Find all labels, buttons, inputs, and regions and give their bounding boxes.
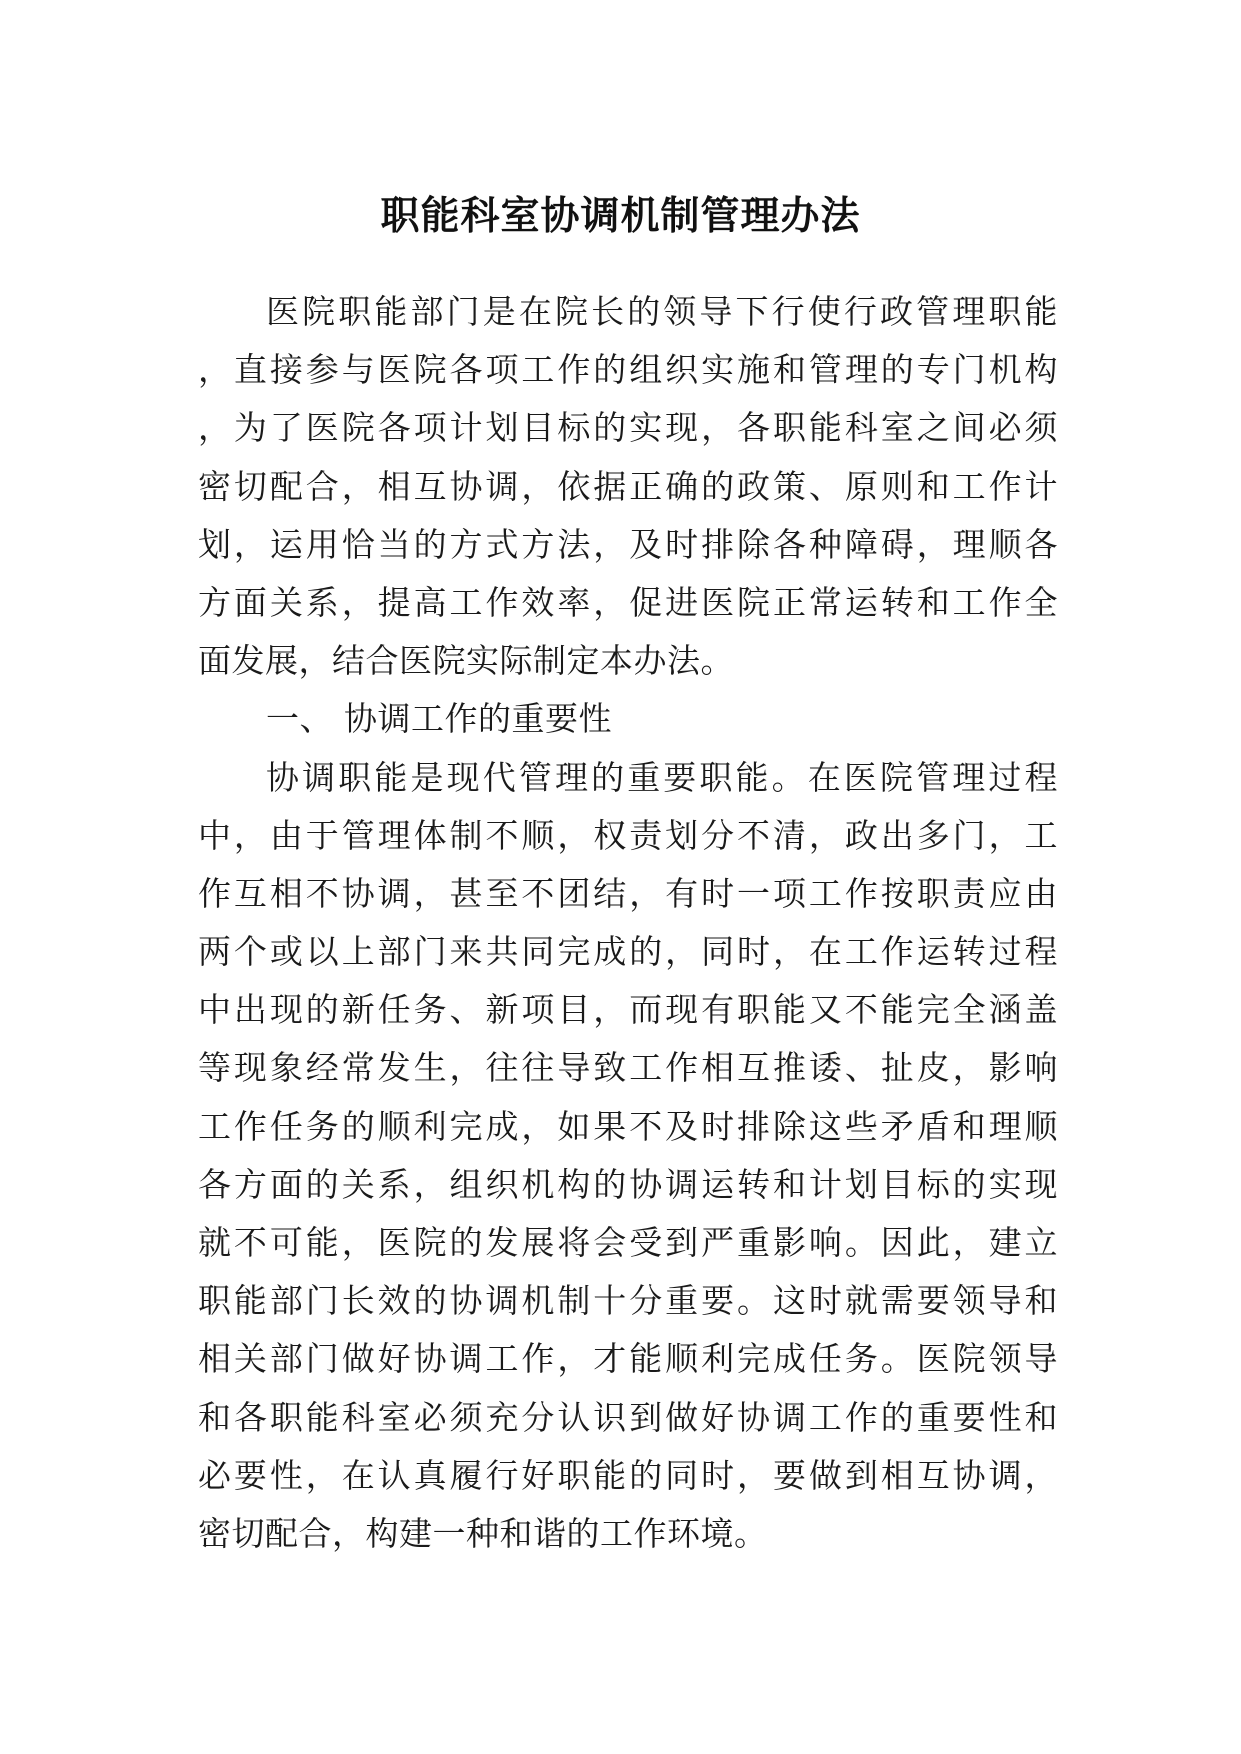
section-heading: 一、 协调工作的重要性 xyxy=(266,699,612,739)
body-text-line: 等现象经常发生，往往导致工作相互推诿、扯皮，影响 xyxy=(198,1048,1058,1088)
document-body xyxy=(198,283,1058,1563)
body-text-line: 必要性，在认真履行好职能的同时，要做到相互协调， xyxy=(198,1455,1058,1495)
body-text-line: 密切配合，相互协调，依据正确的政策、原则和工作计 xyxy=(198,466,1058,506)
body-text-line: 划，运用恰当的方式方法，及时排除各种障碍，理顺各 xyxy=(198,524,1058,564)
body-text-line: 就不可能，医院的发展将会受到严重影响。因此，建立 xyxy=(198,1223,1058,1262)
body-text-line: 两个或以上部门来共同完成的，同时，在工作运转过程 xyxy=(198,932,1058,972)
body-text-line: ，直接参与医院各项工作的组织实施和管理的专门机构 xyxy=(198,350,1058,390)
body-text-line: 和各职能科室必须充分认识到做好协调工作的重要性和 xyxy=(198,1397,1058,1437)
body-text-line: 中出现的新任务、新项目，而现有职能又不能完全涵盖 xyxy=(198,990,1058,1030)
body-text-line: 密切配合，构建一种和谐的工作环境。 xyxy=(198,1513,768,1553)
body-text-line: 面发展，结合医院实际制定本办法。 xyxy=(198,641,734,681)
body-text-line: 方面关系，提高工作效率，促进医院正常运转和工作全 xyxy=(198,582,1058,622)
body-text-line: ，为了医院各项计划目标的实现，各职能科室之间必须 xyxy=(198,408,1058,448)
body-text-line: 职能部门长效的协调机制十分重要。这时就需要领导和 xyxy=(198,1281,1058,1321)
body-text-line: 协调职能是现代管理的重要职能。在医院管理过程 xyxy=(266,757,1058,797)
body-text-line: 工作任务的顺利完成，如果不及时排除这些矛盾和理顺 xyxy=(198,1106,1058,1146)
body-text-line: 各方面的关系，组织机构的协调运转和计划目标的实现 xyxy=(198,1164,1058,1204)
body-text-line: 中，由于管理体制不顺，权责划分不清，政出多门，工 xyxy=(198,815,1058,855)
body-text-line: 医院职能部门是在院长的领导下行使行政管理职能 xyxy=(266,292,1058,331)
document-title: 职能科室协调机制管理办法 xyxy=(380,193,861,239)
body-text-line: 相关部门做好协调工作，才能顺利完成任务。医院领导 xyxy=(198,1339,1058,1379)
body-text-line: 作互相不协调，甚至不团结，有时一项工作按职责应由 xyxy=(198,873,1058,913)
